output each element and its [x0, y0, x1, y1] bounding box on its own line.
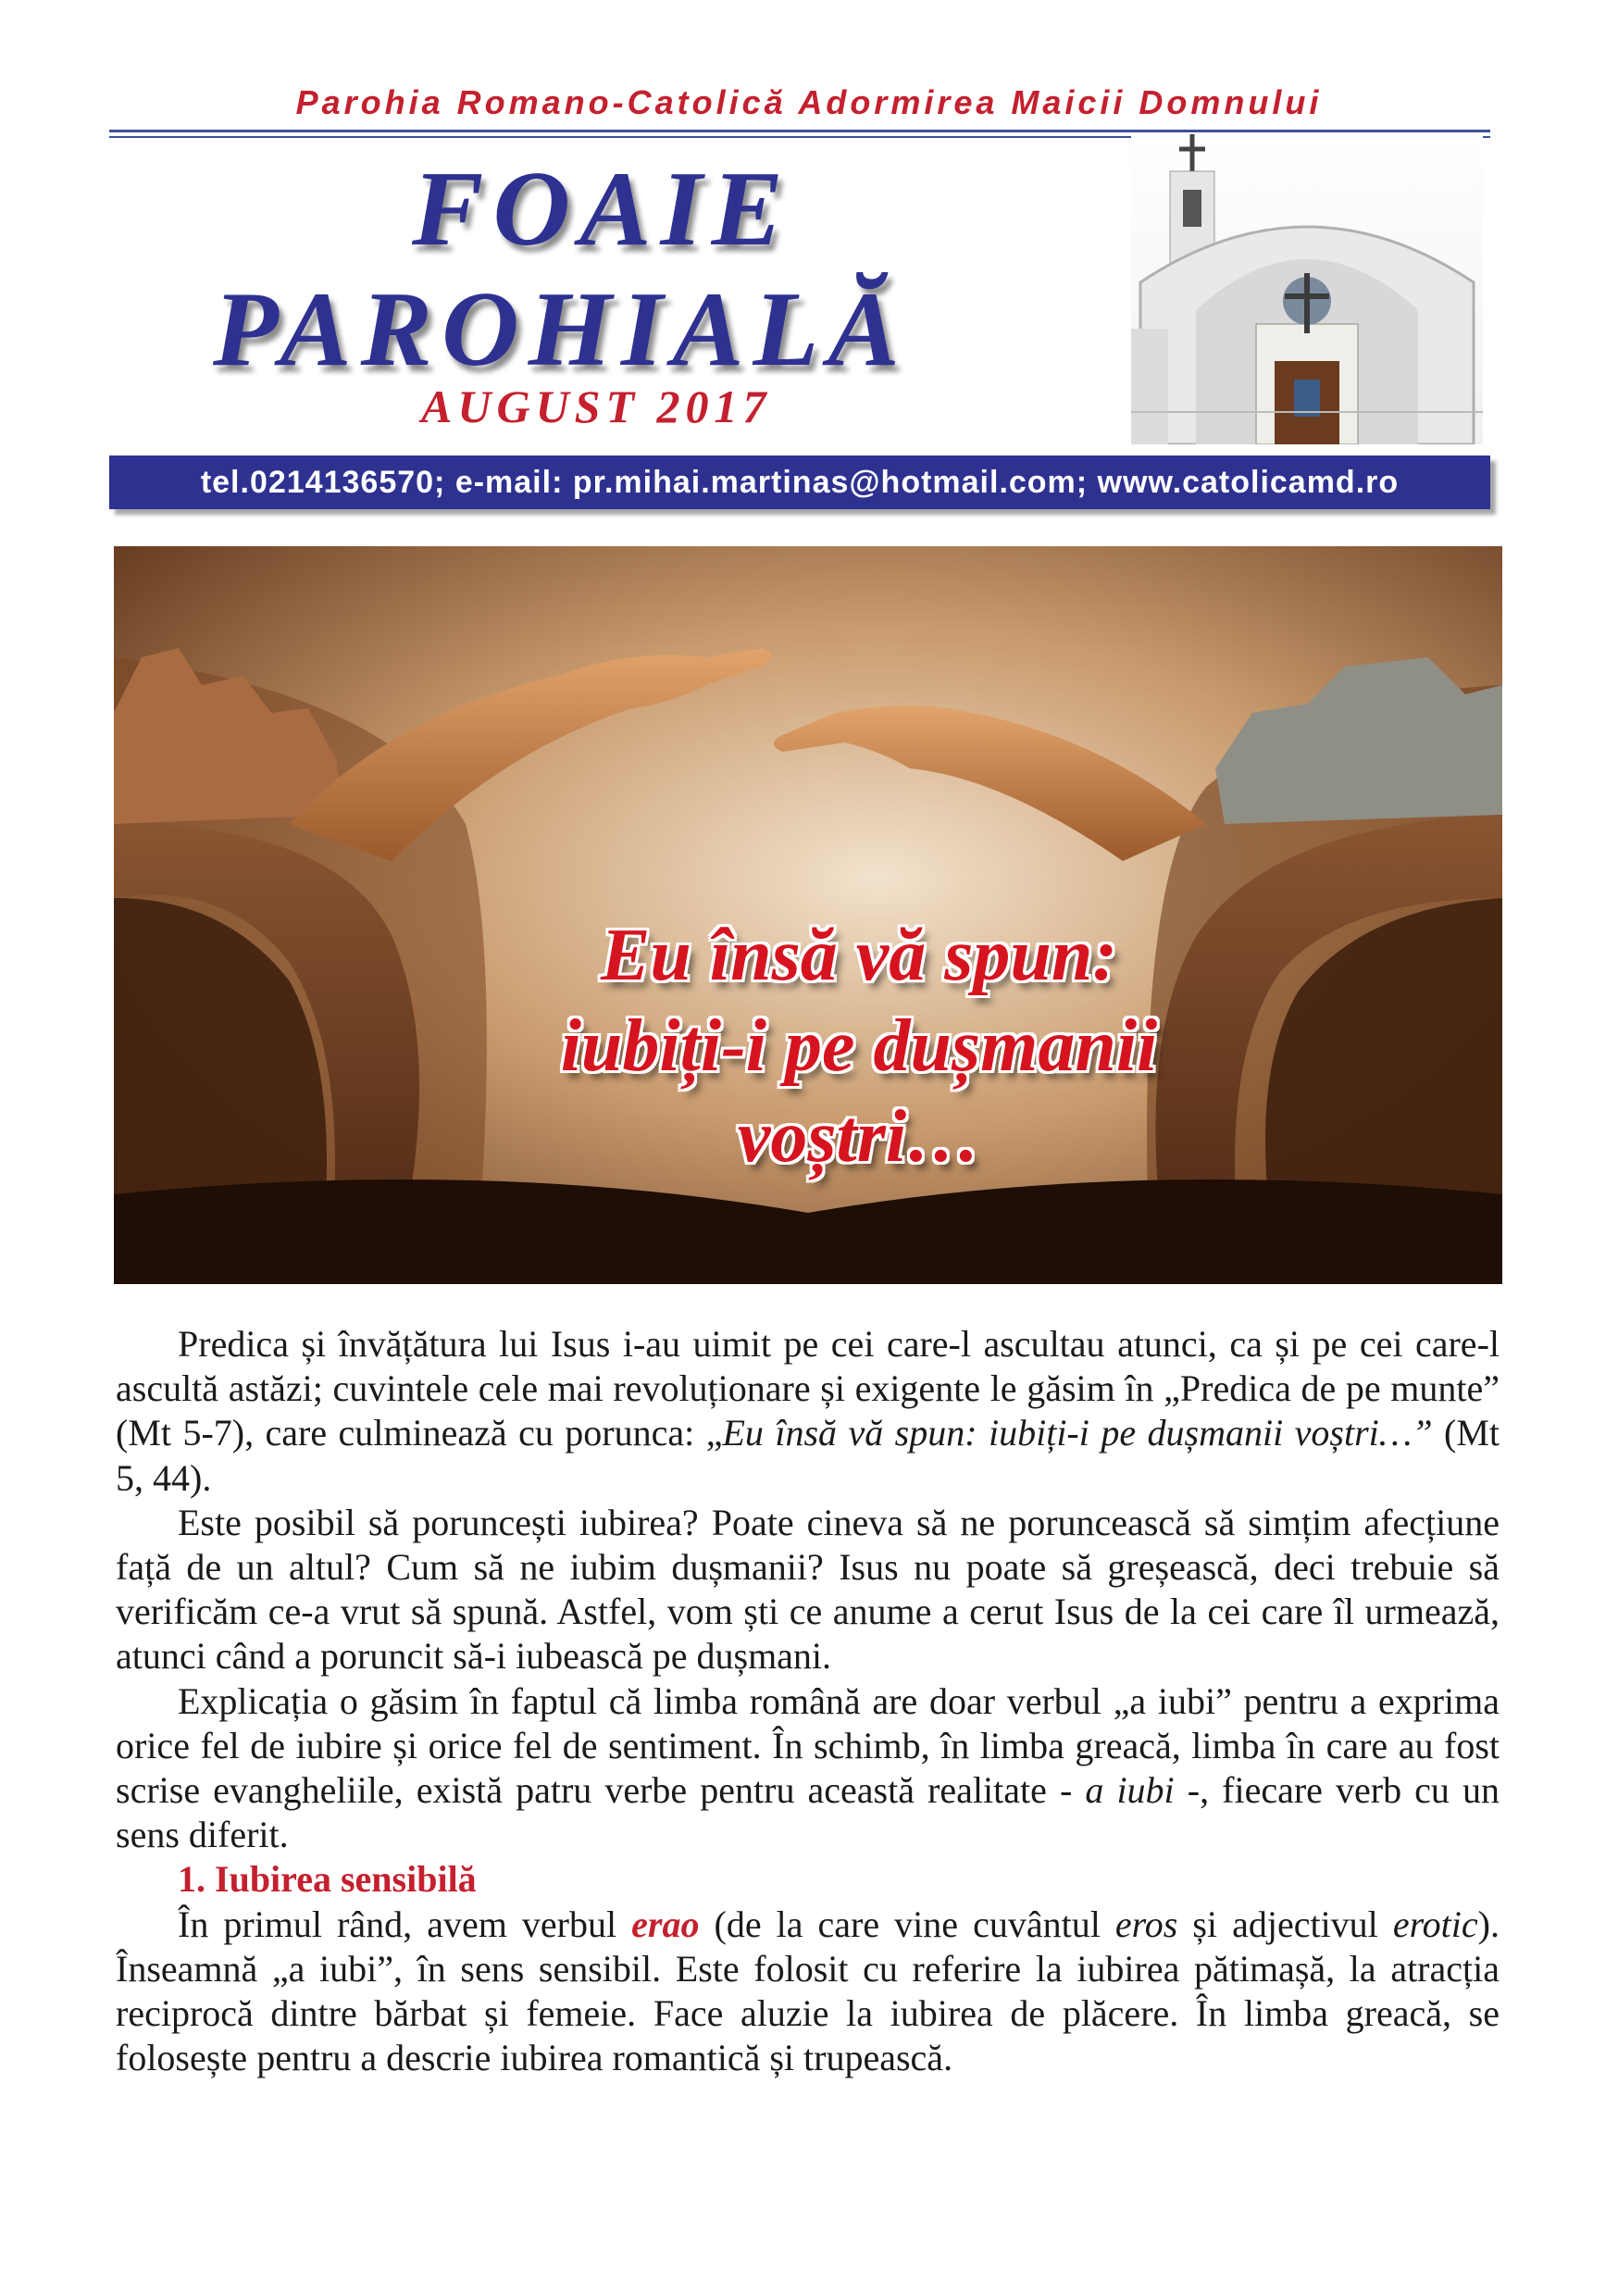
paragraph-3 — [116, 1679, 1500, 1858]
quote-line-2: iubiți-i pe dușmanii — [560, 1005, 1158, 1087]
p3-text-b: -, fiecare verb cu un sens diferit. — [116, 1769, 1500, 1856]
p3-text-a: Explicația o găsim în faptul că limba română are doar verbul „a iubi” pentru a exprima orice fel de iubire și orice fel de sentiment. În schimb, în limba greacă, limba în care au fost scrise evangheliile, există patru verbe pentru această realitate - — [116, 1679, 1500, 1812]
term-erao: erao — [631, 1903, 700, 1945]
issue-date: AUGUST 2017 — [421, 381, 772, 432]
cover-image — [114, 546, 1502, 1284]
term-eros: eros — [1114, 1903, 1178, 1945]
church-photo — [1131, 134, 1483, 444]
parish-name: Parohia Romano-Catolică Adormirea Maicii Domnului — [295, 83, 1323, 121]
p3-emphasis: a iubi — [1085, 1769, 1175, 1812]
quote-line-3: voștri… — [737, 1096, 981, 1178]
p4-text-b: (de la care vine cuvântul — [699, 1903, 1115, 1945]
quote-line-1: Eu însă vă spun: — [601, 915, 1117, 996]
p1-text-a: Predica și învățătura lui Isus i-au uimit pe cei care-l ascultau atunci, ca și pe cei care-l ascultă astăzi; cuvintele cele mai revoluționare și exigente le găsim în „Predica de pe munte” (Mt 5-7), care culminează cu porunca: „ — [116, 1323, 1500, 1454]
term-erotic: erotic — [1392, 1903, 1478, 1945]
p4-text-c: și adjectivul — [1177, 1903, 1393, 1945]
header-rule — [109, 130, 1490, 132]
p4-text-a: În primul rând, avem verbul — [178, 1903, 632, 1945]
masthead-title-line1: FOAIE — [412, 150, 793, 268]
paragraph-2: Este posibil să poruncești iubirea? Poate cineva să ne poruncească să simțim afecțiune față de un altul? Cum să ne iubim dușmanii? Isus nu poate să greșească, deci trebuie să verificăm ce-a vrut să spună. Astfel, vom ști ce anume a cerut Isus de la cei care îl urmează, atunci când a poruncit să-i iubească pe dușmani. — [116, 1501, 1500, 1678]
paragraph-1 — [116, 1322, 1500, 1501]
article-body — [116, 1322, 1500, 2080]
masthead-title-line2: PAROHIALĂ — [213, 270, 909, 389]
p4-text-d: ). Înseamnă „a iubi”, în sens sensibil. Este folosit cu referire la iubirea pătimașă, la atracția reciprocă dintre bărbat și femeie. Face aluzie la iubirea de plăcere. În limba greacă, se folosește pentru a descrie iubirea romantică și trupească. — [116, 1903, 1500, 2079]
section-heading-1: 1. Iubirea sensibilă — [178, 1858, 477, 1901]
contact-text: tel.0214136570; e-mail: pr.mihai.martinas@hotmail.com; www.catolicamd.ro — [200, 464, 1400, 500]
p1-text-b: (Mt 5, 44). — [116, 1412, 1500, 1499]
p1-quote: Eu însă vă spun: iubiți-i pe dușmanii voștri…” — [722, 1412, 1433, 1454]
contact-bar — [109, 455, 1490, 509]
paragraph-4 — [116, 1903, 1500, 2081]
